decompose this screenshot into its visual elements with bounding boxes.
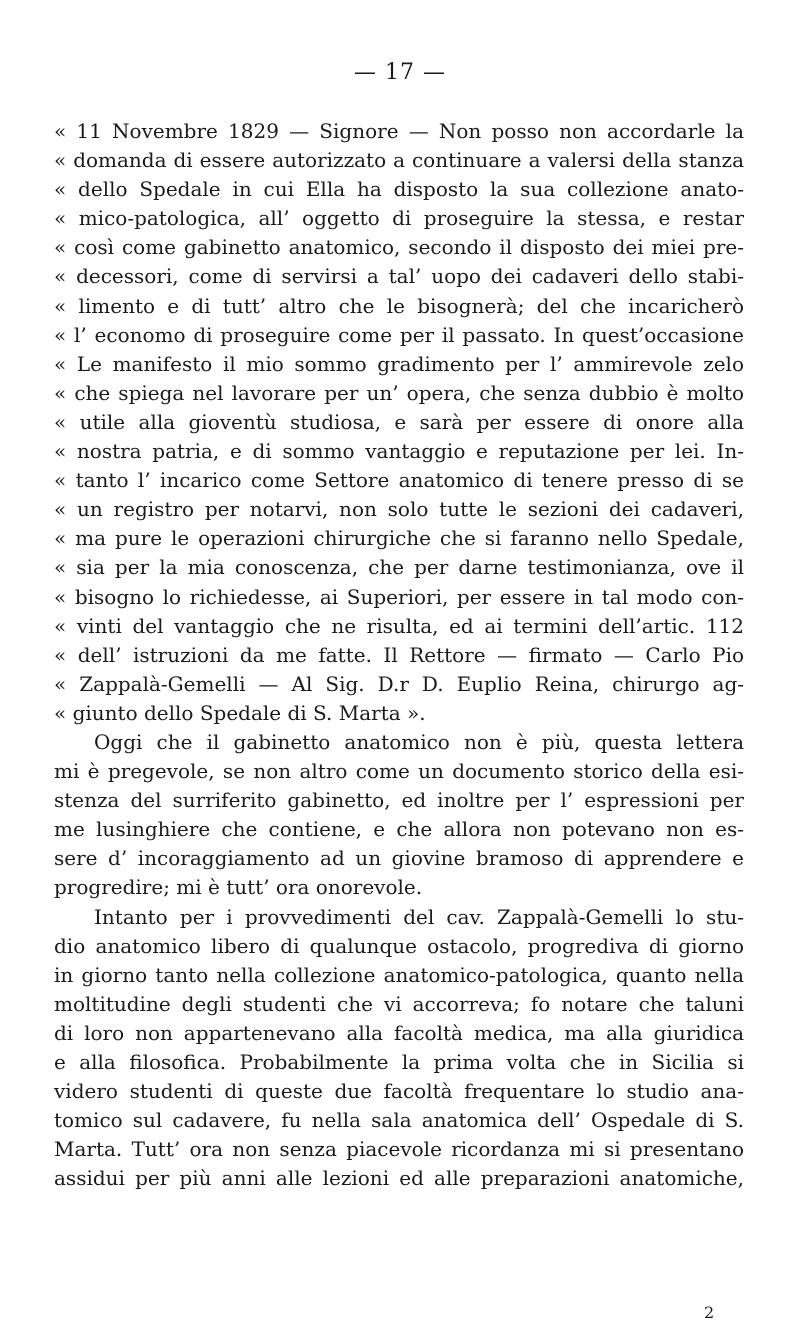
paragraph-first-line: Oggi che il gabinetto anatomico non è più, questa lettera [94,729,744,754]
text-line: tomico sul cadavere, fu nella sala anatomica dell’ Ospedale di S. [54,1108,744,1133]
text-line: « 11 Novembre 1829 — Signore — Non posso non accordarle la [54,119,744,143]
text-line: e alla filosofica. Probabilmente la prima volta che in Sicilia si [54,1050,744,1074]
text-line: di loro non appartenevano alla facoltà medica, ma alla giuridica [54,1020,744,1045]
text-line: in giorno tanto nella collezione anatomico-patologica, quanto nella [54,962,744,987]
text-line: « l’ economo di proseguire come per il passato. In quest’occasione [54,322,744,347]
text-line: sere d’ incoraggiamento ad un giovine bramoso di apprendere e [54,846,744,871]
text-line: « così come gabinetto anatomico, secondo il disposto dei miei pre- [54,235,744,260]
text-line: « che spiega nel lavorare per un’ opera, che senza dubbio è molto [54,380,744,405]
text-line: assidui per più anni alle lezioni ed alle preparazioni anatomiche, [54,1166,744,1191]
text-line: « limento e di tutt’ altro che le bisognerà; del che incaricherò [54,293,744,318]
printer-signature-mark: 2 [704,1303,715,1322]
text-line: dio anatomico libero di qualunque ostacolo, progrediva di giorno [54,933,744,958]
text-line: « sia per la mia conoscenza, che per darne testimonianza, ove il [54,555,744,580]
text-line: « nostra patria, e di sommo vantaggio e reputazione per lei. In- [54,439,744,464]
paragraph-first-line: Intanto per i provvedimenti del cav. Zappalà-Gemelli lo stu- [94,904,744,929]
text-line: moltitudine degli studenti che vi accorreva; fo notare che taluni [54,991,744,1016]
text-line: « dell’ istruzioni da me fatte. Il Rettore — firmato — Carlo Pio [54,642,744,667]
text-line: « ma pure le operazioni chirurgiche che si faranno nello Spedale, [54,526,744,551]
text-line: « Le manifesto il mio sommo gradimento per l’ ammirevole zelo [54,351,744,376]
text-line: mi è pregevole, se non altro come un documento storico della esi- [54,759,744,784]
text-line: me lusinghiere che contiene, e che allora non potevano non es- [54,817,744,842]
text-line: « un registro per notarvi, non solo tutte le sezioni dei cadaveri, [54,497,744,522]
text-line: stenza del surriferito gabinetto, ed inoltre per l’ espressioni per [54,788,744,813]
text-line: « mico-patologica, all’ oggetto di proseguire la stessa, e restar [54,206,744,231]
text-line: videro studenti di queste due facoltà frequentare lo studio ana- [54,1079,744,1104]
text-line: « vinti del vantaggio che ne risulta, ed ai termini dell’artic. 112 [54,613,744,638]
body-text [54,117,744,1193]
text-line: « decessori, come di servirsi a tal’ uopo dei cadaveri dello stabi- [54,264,744,289]
text-line: « giunto dello Spedale di S. Marta ». [54,700,426,725]
text-line: « tanto l’ incarico come Settore anatomico di tenere presso di se [54,468,744,493]
text-line: « Zappalà-Gemelli — Al Sig. D.r D. Euplio Reina, chirurgo ag- [54,671,744,696]
text-line: « dello Spedale in cui Ella ha disposto la sua collezione anato- [54,177,744,202]
text-line: Marta. Tutt’ ora non senza piacevole ricordanza mi si presentano [54,1137,744,1162]
text-line: progredire; mi è tutt’ ora onorevole. [54,875,423,900]
page-header: — 17 — [354,60,446,85]
text-line: « bisogno lo richiedesse, ai Superiori, per essere in tal modo con- [54,584,744,609]
text-line: « utile alla gioventù studiosa, e sarà per essere di onore alla [54,409,744,434]
text-line: « domanda di essere autorizzato a continuare a valersi della stanza [54,148,744,173]
